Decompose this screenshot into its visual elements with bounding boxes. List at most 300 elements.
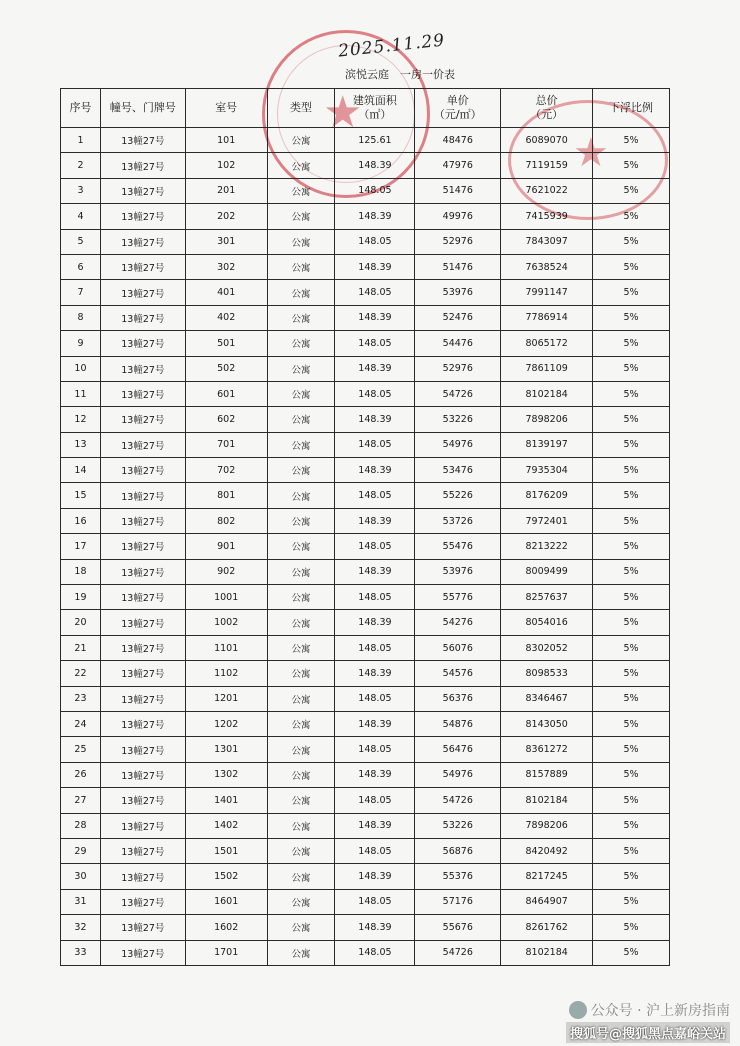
table-cell: 12: [61, 407, 101, 432]
table-cell: 148.05: [335, 432, 415, 457]
table-cell: 148.39: [335, 661, 415, 686]
table-cell: 5%: [593, 889, 670, 914]
table-cell: 13幢27号: [100, 508, 185, 533]
table-cell: 33: [61, 940, 101, 965]
table-cell: 1: [61, 128, 101, 153]
table-cell: 148.39: [335, 559, 415, 584]
table-cell: 402: [185, 305, 267, 330]
table-row: [61, 331, 670, 356]
table-cell: 13幢27号: [100, 534, 185, 559]
table-row: [61, 204, 670, 229]
table-row: [61, 864, 670, 889]
table-cell: 401: [185, 280, 267, 305]
table-cell: 148.05: [335, 229, 415, 254]
table-cell: 5%: [593, 762, 670, 787]
table-cell: 7972401: [501, 508, 593, 533]
table-cell: 1101: [185, 635, 267, 660]
table-cell: 54476: [415, 331, 501, 356]
table-cell: 1302: [185, 762, 267, 787]
column-header: 室号: [185, 89, 267, 128]
table-cell: 148.39: [335, 305, 415, 330]
table-cell: 1001: [185, 585, 267, 610]
table-cell: 49976: [415, 204, 501, 229]
table-cell: 13幢27号: [100, 889, 185, 914]
column-header: 序号: [61, 89, 101, 128]
table-cell: 148.39: [335, 915, 415, 940]
table-cell: 5: [61, 229, 101, 254]
table-cell: 5%: [593, 559, 670, 584]
table-row: [61, 788, 670, 813]
table-cell: 54726: [415, 381, 501, 406]
table-cell: 公寓: [267, 534, 335, 559]
table-cell: 8420492: [501, 838, 593, 863]
table-cell: 51476: [415, 178, 501, 203]
table-cell: 5%: [593, 280, 670, 305]
table-cell: 公寓: [267, 940, 335, 965]
table-cell: 公寓: [267, 762, 335, 787]
table-cell: 8261762: [501, 915, 593, 940]
table-cell: 56376: [415, 686, 501, 711]
table-cell: 148.39: [335, 356, 415, 381]
table-cell: 701: [185, 432, 267, 457]
table-cell: 13幢27号: [100, 585, 185, 610]
table-row: [61, 635, 670, 660]
table-cell: 52976: [415, 356, 501, 381]
table-cell: 5%: [593, 305, 670, 330]
table-cell: 56476: [415, 737, 501, 762]
table-cell: 28: [61, 813, 101, 838]
table-cell: 26: [61, 762, 101, 787]
table-cell: 7786914: [501, 305, 593, 330]
table-cell: 8217245: [501, 864, 593, 889]
table-cell: 5%: [593, 381, 670, 406]
table-row: [61, 940, 670, 965]
table-row: [61, 153, 670, 178]
table-cell: 13幢27号: [100, 229, 185, 254]
table-cell: 公寓: [267, 864, 335, 889]
table-cell: 5%: [593, 407, 670, 432]
table-cell: 55376: [415, 864, 501, 889]
table-row: [61, 915, 670, 940]
table-cell: 8143050: [501, 711, 593, 736]
table-cell: 公寓: [267, 737, 335, 762]
table-cell: 10: [61, 356, 101, 381]
table-cell: 16: [61, 508, 101, 533]
table-cell: 13幢27号: [100, 838, 185, 863]
table-cell: 8102184: [501, 381, 593, 406]
table-cell: 公寓: [267, 254, 335, 279]
table-cell: 53726: [415, 508, 501, 533]
table-cell: 5%: [593, 178, 670, 203]
price-table: [60, 88, 670, 966]
table-cell: 5%: [593, 788, 670, 813]
table-cell: 148.05: [335, 585, 415, 610]
table-cell: 30: [61, 864, 101, 889]
table-cell: 54276: [415, 610, 501, 635]
table-cell: 公寓: [267, 229, 335, 254]
table-cell: 7898206: [501, 813, 593, 838]
document-title: 滨悦云庭 一房一价表: [345, 68, 455, 81]
table-cell: 148.39: [335, 204, 415, 229]
table-cell: 公寓: [267, 204, 335, 229]
table-row: [61, 128, 670, 153]
table-cell: 公寓: [267, 483, 335, 508]
table-cell: 54576: [415, 661, 501, 686]
table-cell: 25: [61, 737, 101, 762]
table-cell: 公寓: [267, 331, 335, 356]
table-cell: 8346467: [501, 686, 593, 711]
table-cell: 13幢27号: [100, 813, 185, 838]
table-cell: 公寓: [267, 407, 335, 432]
table-cell: 公寓: [267, 788, 335, 813]
table-cell: 54976: [415, 432, 501, 457]
table-cell: 13: [61, 432, 101, 457]
table-cell: 8361272: [501, 737, 593, 762]
table-cell: 148.39: [335, 407, 415, 432]
watermark-line2: 搜狐号@搜狐黑点嘉峪关站: [566, 1022, 730, 1043]
table-cell: 7415939: [501, 204, 593, 229]
table-cell: 48476: [415, 128, 501, 153]
table-row: [61, 585, 670, 610]
table-cell: 19: [61, 585, 101, 610]
table-cell: 公寓: [267, 153, 335, 178]
table-cell: 148.05: [335, 788, 415, 813]
seal-star-icon: ★: [323, 87, 363, 138]
table-cell: 1002: [185, 610, 267, 635]
table-cell: 5%: [593, 229, 670, 254]
table-cell: 148.05: [335, 635, 415, 660]
table-cell: 7991147: [501, 280, 593, 305]
table-body: [61, 128, 670, 966]
table-cell: 125.61: [335, 128, 415, 153]
table-cell: 公寓: [267, 889, 335, 914]
table-cell: 8065172: [501, 331, 593, 356]
table-cell: 6: [61, 254, 101, 279]
watermark: [566, 1000, 730, 1043]
table-cell: 5%: [593, 204, 670, 229]
table-cell: 公寓: [267, 585, 335, 610]
table-cell: 1202: [185, 711, 267, 736]
table-cell: 4: [61, 204, 101, 229]
table-cell: 5%: [593, 432, 670, 457]
table-cell: 5%: [593, 915, 670, 940]
table-cell: 53226: [415, 813, 501, 838]
table-cell: 17: [61, 534, 101, 559]
table-cell: 8139197: [501, 432, 593, 457]
table-cell: 5%: [593, 711, 670, 736]
table-cell: 8176209: [501, 483, 593, 508]
table-cell: 202: [185, 204, 267, 229]
table-cell: 101: [185, 128, 267, 153]
table-cell: 公寓: [267, 432, 335, 457]
table-cell: 11: [61, 381, 101, 406]
table-cell: 148.05: [335, 838, 415, 863]
table-cell: 9: [61, 331, 101, 356]
column-header: 下浮比例: [593, 89, 670, 128]
table-cell: 148.39: [335, 254, 415, 279]
table-cell: 5%: [593, 458, 670, 483]
column-header: 单价 （元/㎡）: [415, 89, 501, 128]
table-cell: 13幢27号: [100, 458, 185, 483]
table-row: [61, 838, 670, 863]
table-cell: 13幢27号: [100, 788, 185, 813]
table-row: [61, 762, 670, 787]
table-cell: 5%: [593, 585, 670, 610]
table-cell: 601: [185, 381, 267, 406]
table-cell: 148.05: [335, 686, 415, 711]
table-cell: 13幢27号: [100, 864, 185, 889]
table-cell: 5%: [593, 356, 670, 381]
table-cell: 13幢27号: [100, 280, 185, 305]
table-cell: 148.39: [335, 711, 415, 736]
table-row: [61, 686, 670, 711]
table-cell: 8157889: [501, 762, 593, 787]
table-cell: 56076: [415, 635, 501, 660]
table-cell: 公寓: [267, 280, 335, 305]
table-row: [61, 178, 670, 203]
table-cell: 148.05: [335, 889, 415, 914]
table-cell: 301: [185, 229, 267, 254]
table-cell: 5%: [593, 254, 670, 279]
table-cell: 8257637: [501, 585, 593, 610]
table-cell: 13幢27号: [100, 128, 185, 153]
table-cell: 18: [61, 559, 101, 584]
table-cell: 31: [61, 889, 101, 914]
table-cell: 8102184: [501, 788, 593, 813]
table-cell: 公寓: [267, 610, 335, 635]
table-cell: 7621022: [501, 178, 593, 203]
table-cell: 1602: [185, 915, 267, 940]
table-cell: 21: [61, 635, 101, 660]
table-cell: 8302052: [501, 635, 593, 660]
table-cell: 14: [61, 458, 101, 483]
table-cell: 53976: [415, 280, 501, 305]
table-cell: 54726: [415, 940, 501, 965]
table-cell: 5%: [593, 128, 670, 153]
table-cell: 7: [61, 280, 101, 305]
table-cell: 54876: [415, 711, 501, 736]
table-row: [61, 508, 670, 533]
table-row: [61, 483, 670, 508]
table-cell: 13幢27号: [100, 661, 185, 686]
table-cell: 13幢27号: [100, 178, 185, 203]
table-cell: 公寓: [267, 381, 335, 406]
table-cell: 602: [185, 407, 267, 432]
table-cell: 1501: [185, 838, 267, 863]
table-cell: 148.05: [335, 483, 415, 508]
table-cell: 54976: [415, 762, 501, 787]
table-cell: 5%: [593, 331, 670, 356]
table-cell: 47976: [415, 153, 501, 178]
table-cell: 3: [61, 178, 101, 203]
table-cell: 7119159: [501, 153, 593, 178]
table-cell: 5%: [593, 635, 670, 660]
table-row: [61, 356, 670, 381]
table-cell: 1301: [185, 737, 267, 762]
table-cell: 13幢27号: [100, 940, 185, 965]
table-cell: 13幢27号: [100, 635, 185, 660]
table-cell: 20: [61, 610, 101, 635]
table-cell: 29: [61, 838, 101, 863]
table-row: [61, 229, 670, 254]
table-row: [61, 737, 670, 762]
watermark-line1: 公众号 · 沪上新房指南: [590, 1003, 730, 1019]
table-row: [61, 661, 670, 686]
table-cell: 5%: [593, 153, 670, 178]
table-cell: 55476: [415, 534, 501, 559]
table-cell: 1601: [185, 889, 267, 914]
table-cell: 5%: [593, 838, 670, 863]
table-row: [61, 889, 670, 914]
table-cell: 7898206: [501, 407, 593, 432]
column-header: 总价 （元）: [501, 89, 593, 128]
table-cell: 1502: [185, 864, 267, 889]
table-cell: 32: [61, 915, 101, 940]
table-cell: 公寓: [267, 178, 335, 203]
table-row: [61, 254, 670, 279]
table-row: [61, 711, 670, 736]
table-cell: 8009499: [501, 559, 593, 584]
table-cell: 13幢27号: [100, 356, 185, 381]
table-cell: 148.05: [335, 331, 415, 356]
table-cell: 13幢27号: [100, 204, 185, 229]
table-cell: 27: [61, 788, 101, 813]
table-cell: 201: [185, 178, 267, 203]
table-cell: 13幢27号: [100, 153, 185, 178]
table-cell: 5%: [593, 610, 670, 635]
table-cell: 56876: [415, 838, 501, 863]
table-cell: 13幢27号: [100, 432, 185, 457]
table-cell: 148.05: [335, 737, 415, 762]
table-cell: 13幢27号: [100, 762, 185, 787]
table-cell: 7935304: [501, 458, 593, 483]
table-cell: 公寓: [267, 305, 335, 330]
table-cell: 7861109: [501, 356, 593, 381]
table-cell: 148.39: [335, 153, 415, 178]
table-cell: 公寓: [267, 838, 335, 863]
table-cell: 148.05: [335, 178, 415, 203]
table-cell: 54726: [415, 788, 501, 813]
table-cell: 5%: [593, 661, 670, 686]
table-cell: 1401: [185, 788, 267, 813]
table-cell: 公寓: [267, 711, 335, 736]
table-row: [61, 407, 670, 432]
table-cell: 55776: [415, 585, 501, 610]
table-cell: 53226: [415, 407, 501, 432]
table-cell: 702: [185, 458, 267, 483]
table-row: [61, 559, 670, 584]
table-cell: 公寓: [267, 686, 335, 711]
table-row: [61, 610, 670, 635]
table-row: [61, 280, 670, 305]
table-cell: 13幢27号: [100, 737, 185, 762]
table-cell: 501: [185, 331, 267, 356]
table-cell: 5%: [593, 813, 670, 838]
table-cell: 公寓: [267, 508, 335, 533]
table-cell: 5%: [593, 534, 670, 559]
table-cell: 148.39: [335, 458, 415, 483]
table-cell: 公寓: [267, 356, 335, 381]
table-cell: 52476: [415, 305, 501, 330]
table-cell: 1701: [185, 940, 267, 965]
table-cell: 148.39: [335, 508, 415, 533]
table-cell: 148.39: [335, 762, 415, 787]
table-cell: 13幢27号: [100, 305, 185, 330]
table-cell: 53976: [415, 559, 501, 584]
table-cell: 5%: [593, 483, 670, 508]
table-cell: 502: [185, 356, 267, 381]
table-cell: 148.39: [335, 864, 415, 889]
table-row: [61, 381, 670, 406]
table-cell: 24: [61, 711, 101, 736]
column-header: 建筑面积 （㎡）: [335, 89, 415, 128]
table-header-row: [61, 89, 670, 128]
table-cell: 8054016: [501, 610, 593, 635]
table-cell: 1201: [185, 686, 267, 711]
table-cell: 52976: [415, 229, 501, 254]
table-cell: 23: [61, 686, 101, 711]
table-cell: 13幢27号: [100, 610, 185, 635]
table-cell: 802: [185, 508, 267, 533]
table-cell: 8213222: [501, 534, 593, 559]
table-cell: 13幢27号: [100, 711, 185, 736]
table-row: [61, 305, 670, 330]
table-cell: 13幢27号: [100, 407, 185, 432]
table-cell: 8: [61, 305, 101, 330]
wechat-icon: [569, 1001, 587, 1019]
table-cell: 公寓: [267, 458, 335, 483]
table-cell: 55676: [415, 915, 501, 940]
table-cell: 8464907: [501, 889, 593, 914]
table-cell: 102: [185, 153, 267, 178]
table-cell: 5%: [593, 508, 670, 533]
table-cell: 5%: [593, 940, 670, 965]
table-cell: 8098533: [501, 661, 593, 686]
table-cell: 5%: [593, 864, 670, 889]
table-cell: 2: [61, 153, 101, 178]
table-cell: 6089070: [501, 128, 593, 153]
table-cell: 1102: [185, 661, 267, 686]
table-cell: 13幢27号: [100, 483, 185, 508]
table-cell: 5%: [593, 737, 670, 762]
table-cell: 53476: [415, 458, 501, 483]
table-cell: 148.05: [335, 381, 415, 406]
table-cell: 148.05: [335, 280, 415, 305]
table-cell: 公寓: [267, 559, 335, 584]
handwritten-date: 2025.11.29: [337, 30, 447, 62]
table-cell: 1402: [185, 813, 267, 838]
table-cell: 302: [185, 254, 267, 279]
table-row: [61, 432, 670, 457]
table-cell: 7843097: [501, 229, 593, 254]
column-header: 幢号、门牌号: [100, 89, 185, 128]
table-cell: 公寓: [267, 128, 335, 153]
table-cell: 13幢27号: [100, 559, 185, 584]
table-cell: 7638524: [501, 254, 593, 279]
table-cell: 13幢27号: [100, 331, 185, 356]
table-cell: 13幢27号: [100, 915, 185, 940]
seal-star-icon: ★: [573, 130, 609, 176]
table-cell: 公寓: [267, 813, 335, 838]
table-cell: 55226: [415, 483, 501, 508]
table-cell: 公寓: [267, 915, 335, 940]
table-cell: 51476: [415, 254, 501, 279]
table-row: [61, 813, 670, 838]
column-header: 类型: [267, 89, 335, 128]
table-cell: 公寓: [267, 661, 335, 686]
table-cell: 148.05: [335, 940, 415, 965]
table-cell: 8102184: [501, 940, 593, 965]
